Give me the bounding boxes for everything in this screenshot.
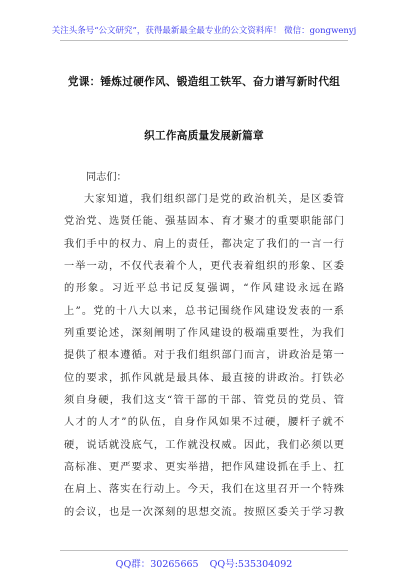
body-line: 硬，说话就没底气，工作就没权威。因此，我们必须以更 (64, 439, 344, 451)
body-line: 须自身硬，我们这支“管干部的干部、管党员的党员、管 (64, 395, 344, 407)
body-line: 大家知道，我们组织部门是党的政治机关，是区委管 (84, 194, 344, 205)
body-line: 上”。党的十八大以来，总书记围绕作风建设发表的一系 (64, 305, 344, 317)
header-divider (60, 40, 348, 41)
salutation: 同志们： (86, 172, 127, 183)
document-title-line-2: 织工作高质量发展新篇章 (144, 130, 264, 142)
body-line: 党治党、选贤任能、强基固本、育才聚才的重要职能部门 (64, 216, 344, 228)
header-notice: 关注头条号“公文研究”，获得最新最全最专业的公文资料库！ 微信：gongwenyj (51, 26, 357, 36)
body-line: 我们手中的权力、肩上的责任，都决定了我们的一言一行 (64, 238, 344, 250)
body-line: 位的要求，抓作风就是最具体、最直接的讲政治。打铁必 (64, 372, 344, 384)
body-line: 的会议，也是一次深刻的思想交流。按照区委关于学习教 (64, 506, 344, 518)
body-line: 一举一动，不仅代表着个人，更代表着组织的形象、区委 (64, 261, 344, 273)
footer-qq-group: QQ群：30265665 (115, 559, 199, 570)
document-title-line-1: 党课：锤炼过硬作风、锻造组工铁军、奋力谱写新时代组 (67, 76, 341, 88)
footer-divider (60, 550, 348, 551)
body-line: 的形象。习近平总书记反复强调，“作风建设永远在路 (64, 283, 344, 295)
body-line: 人才的人才”的队伍，自身作风如果不过硬，腰杆子就不 (64, 417, 344, 429)
body-line: 高标准、更严要求、更实举措，把作风建设抓在手上、扛 (64, 462, 344, 474)
body-line: 列重要论述，深刻阐明了作风建设的极端重要性，为我们 (64, 328, 344, 340)
body-line: 提供了根本遵循。对于我们组织部门而言，讲政治是第一 (64, 350, 344, 362)
footer-qq-number: QQ号:535304092 (209, 559, 293, 570)
body-line: 在肩上、落实在行动上。今天，我们在这里召开一个特殊 (64, 484, 344, 496)
footer (0, 556, 408, 570)
body-text (64, 189, 344, 524)
